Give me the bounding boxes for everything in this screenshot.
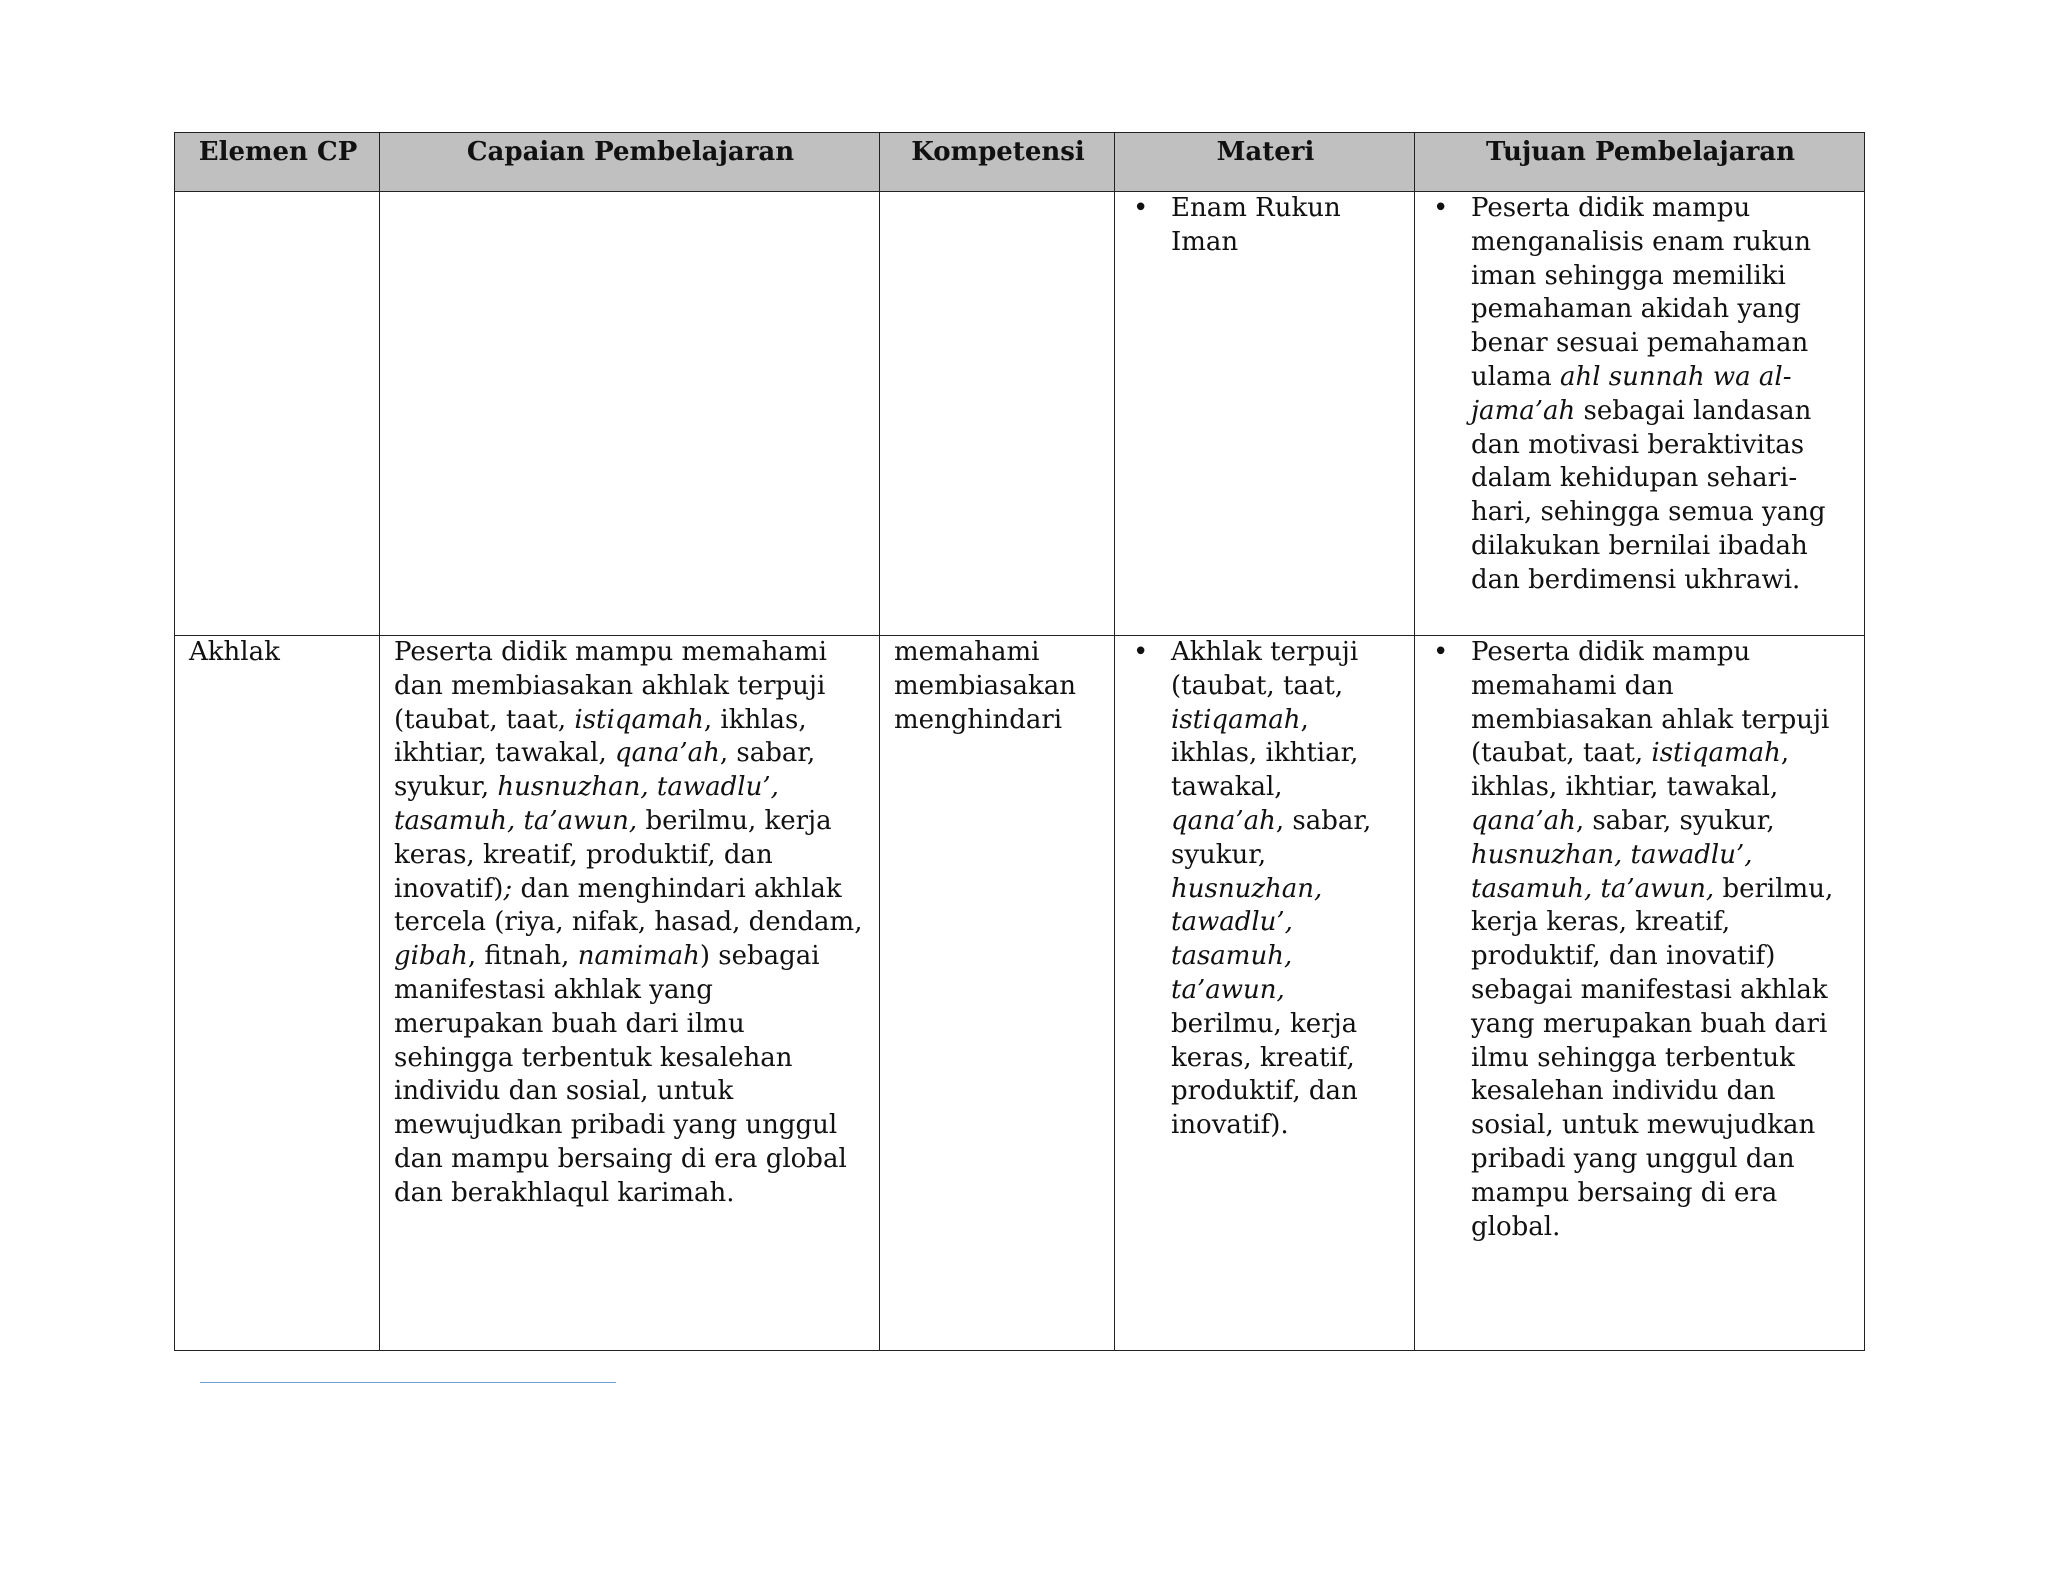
- elemen-cell: [175, 192, 380, 636]
- kompetensi-cell: [880, 192, 1115, 636]
- materi-list: [1129, 636, 1402, 1143]
- capaian-cell: Peserta didik mampu memahami dan membiasakan akhlak terpuji (taubat, taat, istiqamah, ikhlas, ikhtiar, tawakal, qana’ah, sabar, syukur, husnuzhan, tawadlu’, tasamuh, ta’awun, berilmu, kerja keras, kreatif, produktif, dan inovatif); dan menghindari akhlak tercela (riya, nifak, hasad, dendam, gibah, fitnah, namimah) sebagai manifestasi akhlak yang merupakan buah dari ilmu sehingga terbentuk kesalehan individu dan sosial, untuk mewujudkan pribadi yang unggul dan mampu bersaing di era global dan berakhlaqul karimah.: [380, 636, 880, 1351]
- list-item: • Akhlak terpuji (taubat, taat, istiqamah, ikhlas, ikhtiar, tawakal, qana’ah, sabar, syukur, husnuzhan, tawadlu’, tasamuh, ta’awun, berilmu, kerja keras, kreatif, produktif, dan inovatif).: [1129, 636, 1402, 1143]
- list-item: • Peserta didik mampu memahami dan membiasakan ahlak terpuji (taubat, taat, istiqamah, ikhlas, ikhtiar, tawakal, qana’ah, sabar, syukur, husnuzhan, tawadlu’, tasamuh, ta’awun, berilmu, kerja keras, kreatif, produktif, dan inovatif) sebagai manifestasi akhlak yang merupakan buah dari ilmu sehingga terbentuk kesalehan individu dan sosial, untuk mewujudkan pribadi yang unggul dan mampu bersaing di era global.: [1429, 636, 1852, 1244]
- materi-cell: [1115, 192, 1415, 636]
- materi-list: [1129, 192, 1402, 260]
- header-capaian-pembelajaran: Capaian Pembelajaran: [380, 133, 880, 192]
- list-item: • Peserta didik mampu menganalisis enam rukun iman sehingga memiliki pemahaman akidah yang benar sesuai pemahaman ulama ahl sunnah wa al-jama’ah sebagai landasan dan motivasi beraktivitas dalam kehidupan sehari-hari, sehingga semua yang dilakukan bernilai ibadah dan berdimensi ukhrawi.: [1429, 192, 1852, 598]
- kompetensi-cell: memahami membiasakan menghindari: [880, 636, 1115, 1351]
- capaian-cell: [380, 192, 880, 636]
- list-item: • Enam Rukun Iman: [1129, 192, 1402, 260]
- tujuan-list: [1429, 636, 1852, 1244]
- footnote-separator: [200, 1382, 616, 1383]
- table-row: [175, 192, 1865, 636]
- header-materi: Materi: [1115, 133, 1415, 192]
- materi-cell: [1115, 636, 1415, 1351]
- tujuan-cell: [1415, 192, 1865, 636]
- header-elemen-cp: Elemen CP: [175, 133, 380, 192]
- table-row: [175, 636, 1865, 1351]
- table-header-row: [175, 133, 1865, 192]
- header-kompetensi: Kompetensi: [880, 133, 1115, 192]
- curriculum-table: [174, 132, 1865, 1351]
- tujuan-list: [1429, 192, 1852, 598]
- header-tujuan-pembelajaran: Tujuan Pembelajaran: [1415, 133, 1865, 192]
- tujuan-cell: [1415, 636, 1865, 1351]
- elemen-cell: Akhlak: [175, 636, 380, 1351]
